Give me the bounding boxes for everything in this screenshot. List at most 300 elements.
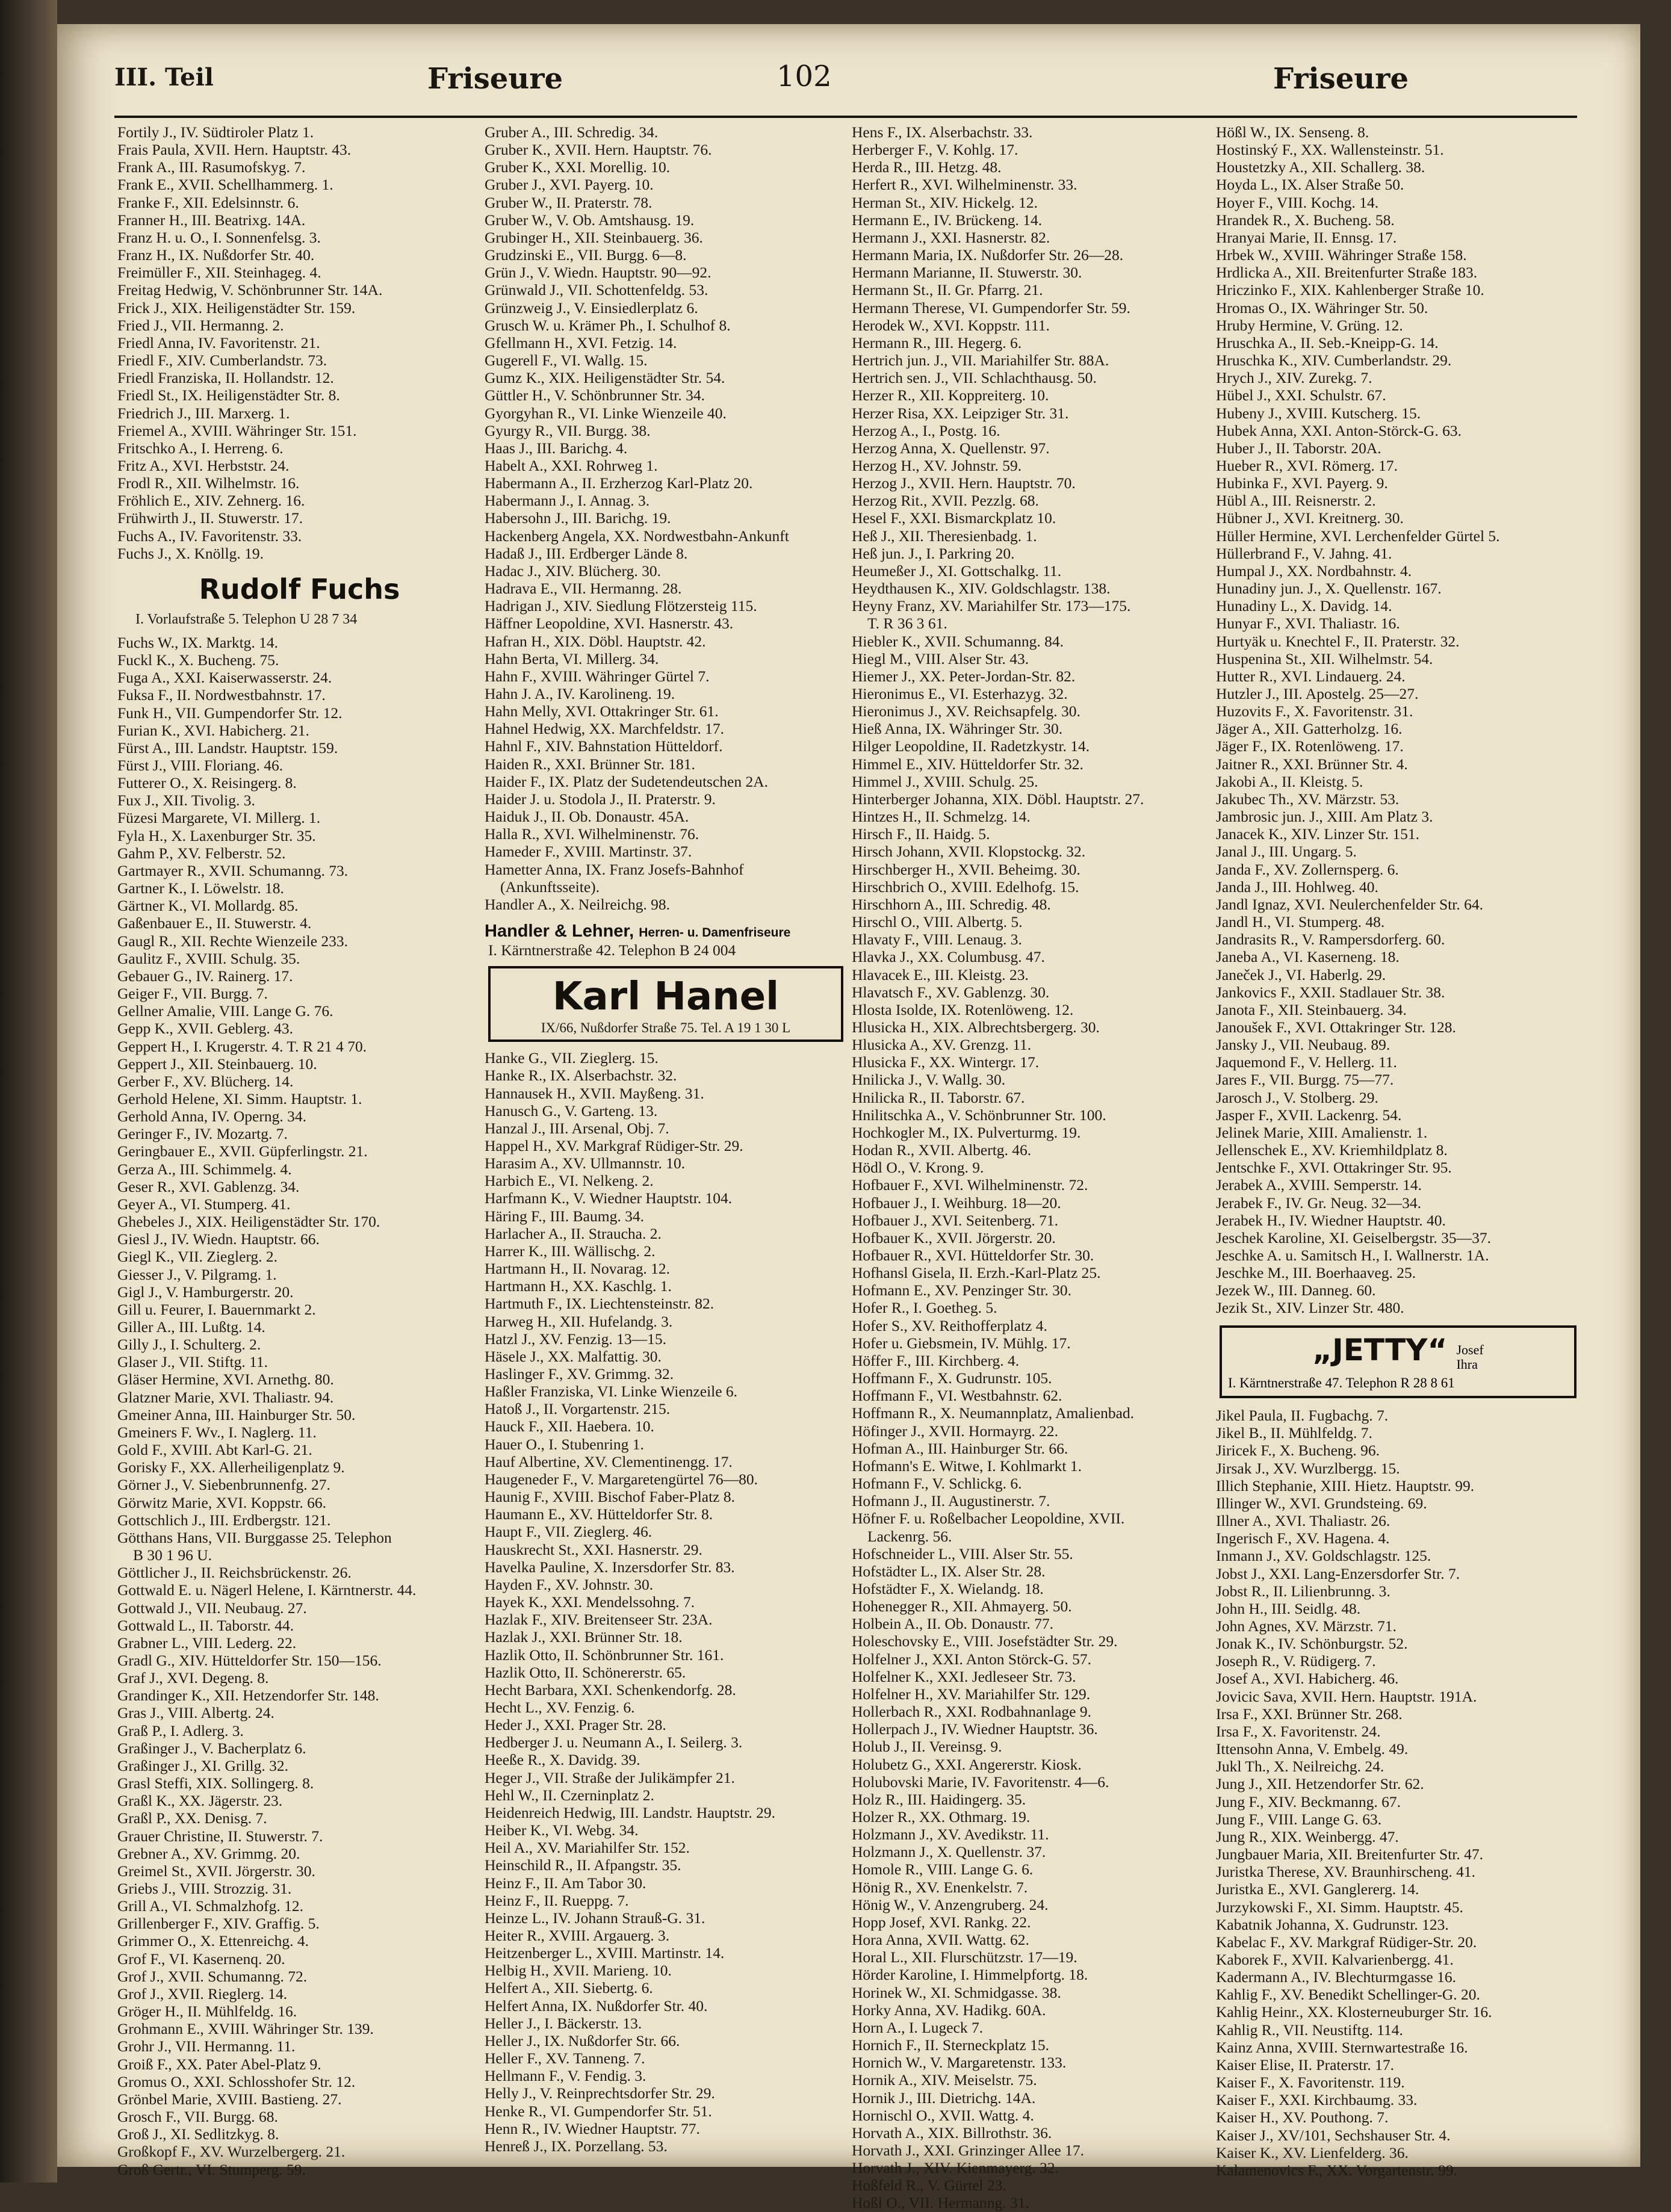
directory-entry: Hoßl O., VII. Hermanng. 31.: [852, 2194, 1029, 2212]
directory-entry: Henreß J., IX. Porzellang. 53.: [485, 2137, 668, 2155]
directory-entry: Hlosta Isolde, IX. Rotenlöweng. 12.: [852, 1000, 1074, 1018]
directory-entry: Frank A., III. Rasumofskyg. 7.: [117, 158, 306, 176]
directory-entry: Fuchs A., IV. Favoritenstr. 33.: [117, 527, 302, 545]
directory-entry: Hlusicka H., XIX. Albrechtsbergerg. 30.: [852, 1018, 1100, 1036]
directory-entry: Jandl Ignaz, XVI. Neulerchenfelder Str. 64.: [1216, 895, 1483, 913]
directory-entry: Haupt F., VII. Zieglerg. 46.: [485, 1523, 653, 1541]
directory-entry: Humpal J., XX. Nordbahnstr. 4.: [1216, 562, 1412, 580]
directory-entry: Jikel Paula, II. Fugbachg. 7.: [1216, 1407, 1389, 1425]
directory-entry: Hodan R., XVII. Albertg. 46.: [852, 1141, 1032, 1159]
directory-entry: Hutzler J., III. Apostelg. 25—27.: [1216, 685, 1419, 702]
directory-entry: Gruber W., II. Praterstr. 78.: [485, 193, 653, 211]
directory-entry: Illner A., XVI. Thaliastr. 26.: [1216, 1512, 1390, 1530]
directory-entry: Hoßfeld R., V. Gürtel 23.: [852, 2176, 1006, 2195]
directory-entry: Gahm P., XV. Felberstr. 52.: [117, 844, 286, 862]
directory-entry: Hollerpach J., IV. Wiedner Hauptstr. 36.: [852, 1720, 1098, 1738]
directory-entry: Graßinger J., V. Bacherplatz 6.: [117, 1739, 306, 1757]
directory-entry: Hanusch G., V. Garteng. 13.: [485, 1101, 658, 1120]
directory-entry: Inmann J., XV. Goldschlagstr. 125.: [1216, 1547, 1431, 1565]
directory-entry: Holfelner H., XV. Mariahilfer Str. 129.: [852, 1685, 1091, 1703]
directory-entry: Hermann E., IV. Brückeng. 14.: [852, 211, 1043, 229]
directory-entry: Haider F., IX. Platz der Sudetendeutschen 2A.: [485, 772, 769, 790]
directory-entry: Heinz F., II. Am Tabor 30.: [485, 1874, 646, 1892]
directory-entry: Grünzweig J., V. Einsiedlerplatz 6.: [485, 299, 698, 317]
directory-entry: Hromas O., IX. Währinger Str. 50.: [1216, 299, 1428, 317]
directory-entry: Hazlik Otto, II. Schönbrunner Str. 161.: [485, 1646, 724, 1664]
directory-entry: Hirschl O., VIII. Albertg. 5.: [852, 913, 1023, 931]
directory-entry: Hurtyäk u. Knechtel F., II. Praterstr. 32.: [1216, 632, 1460, 650]
directory-entry: Holzmann J., X. Quellenstr. 37.: [852, 1843, 1046, 1861]
directory-entry: Hrbek W., XVIII. Währinger Straße 158.: [1216, 246, 1467, 264]
directory-entry: Haunig F., XVIII. Bischof Faber-Platz 8.: [485, 1488, 735, 1506]
directory-entry: Gepp K., XVII. Geblerg. 43.: [117, 1020, 294, 1038]
directory-entry: Hruschka K., XIV. Cumberlandstr. 29.: [1216, 352, 1452, 370]
directory-entry: Hranyai Marie, II. Ennsg. 17.: [1216, 228, 1397, 246]
directory-entry: Höffer F., III. Kirchberg. 4.: [852, 1351, 1020, 1369]
directory-entry: Grohmann E., XVIII. Währinger Str. 139.: [117, 2020, 374, 2038]
directory-entry: Harfmann K., V. Wiedner Hauptstr. 104.: [485, 1189, 733, 1207]
directory-entry: Fyla H., X. Laxenburger Str. 35.: [117, 826, 316, 844]
directory-entry: Janeček J., VI. Haberlg. 29.: [1216, 965, 1386, 984]
directory-entry: Giesl J., IV. Wiedn. Hauptstr. 66.: [117, 1230, 320, 1248]
directory-entry: Futterer O., X. Reisingerg. 8.: [117, 774, 297, 792]
directory-entry: Hirsch F., II. Haidg. 5.: [852, 825, 990, 843]
directory-entry: Grünwald J., VII. Schottenfeldg. 53.: [485, 281, 708, 299]
directory-entry: Hauskrecht St., XXI. Hasnerstr. 29.: [485, 1540, 702, 1558]
ad-address: I. Kärntnerstraße 42. Telephon B 24 004: [488, 941, 736, 959]
directory-entry: Fried J., VII. Hermanng. 2.: [117, 316, 284, 334]
directory-entry: Heyny Franz, XV. Mariahilfer Str. 173—175.: [852, 597, 1131, 615]
directory-entry: Kalamenovics F., XX. Vorgartenstr. 99.: [1216, 2161, 1457, 2179]
directory-entry: Herzog J., XVII. Hern. Hauptstr. 70.: [852, 474, 1076, 492]
directory-entry: Hofbauer K., XVII. Jörgerstr. 20.: [852, 1228, 1056, 1247]
directory-entry: Hlavka J., XX. Columbusg. 47.: [852, 948, 1045, 966]
directory-entry: Hermann J., XXI. Hasnerstr. 82.: [852, 228, 1050, 246]
directory-entry: Griebs J., VIII. Strozzig. 31.: [117, 1880, 292, 1897]
directory-entry: Großkopf F., XV. Wurzelbergerg. 21.: [117, 2143, 346, 2161]
directory-entry: Hriczinko F., XIX. Kahlenberger Straße 10.: [1216, 281, 1484, 299]
directory-entry: Herzog Rit., XVII. Pezzlg. 68.: [852, 492, 1039, 510]
directory-entry: Hornischl O., XVII. Wattg. 4.: [852, 2106, 1034, 2124]
directory-entry: Horn A., I. Lugeck 7.: [852, 2018, 984, 2036]
directory-entry: Himmel E., XIV. Hütteldorfer Str. 32.: [852, 755, 1084, 773]
directory-entry: Gmeiner Anna, III. Hainburger Str. 50.: [117, 1405, 356, 1424]
directory-entry: Hörder Karoline, I. Himmelpfortg. 18.: [852, 1966, 1088, 1984]
directory-entry: Jeschek Karoline, XI. Geiselbergstr. 35—37.: [1216, 1228, 1492, 1247]
directory-entry: Gilly J., I. Schulterg. 2.: [117, 1336, 261, 1354]
directory-entry: Hirschhorn A., III. Schredig. 48.: [852, 895, 1051, 913]
directory-entry: Fuckl K., X. Bucheng. 75.: [117, 651, 279, 669]
directory-entry: Gaßenbauer E., II. Stuwerstr. 4.: [117, 914, 312, 932]
directory-entry: Fuksa F., II. Nordwestbahnstr. 17.: [117, 686, 326, 704]
directory-entry: Jäger A., XII. Gatterholzg. 16.: [1216, 720, 1403, 738]
directory-entry: Hoffmann F., X. Gudrunstr. 105.: [852, 1369, 1052, 1387]
column-1: [117, 123, 482, 2178]
directory-entry: Giegl K., VII. Zieglerg. 2.: [117, 1248, 278, 1266]
section-title-left: Friseure: [427, 62, 563, 96]
directory-entry: Himmel J., XVIII. Schulg. 25.: [852, 772, 1038, 790]
directory-entry: Furian K., XVI. Habicherg. 21.: [117, 721, 309, 739]
directory-entry: Holub J., II. Vereinsg. 9.: [852, 1738, 1002, 1756]
directory-entry: Hübl A., III. Reisnerstr. 2.: [1216, 492, 1376, 510]
directory-entry: Heinz F., II. Rueppg. 7.: [485, 1891, 629, 1909]
directory-entry: Hahn Melly, XVI. Ottakringer Str. 61.: [485, 702, 719, 720]
directory-entry: Hertrich jun. J., VII. Mariahilfer Str. 88A.: [852, 352, 1109, 370]
directory-entry: Jeschke M., III. Boerhaaveg. 25.: [1216, 1264, 1416, 1282]
directory-entry: Gottwald L., II. Taborstr. 44.: [117, 1616, 294, 1634]
directory-entry: Heeße R., X. Davidg. 39.: [485, 1751, 640, 1769]
directory-entry: Joseph R., V. Rüdigerg. 7.: [1216, 1652, 1376, 1670]
directory-entry: Handler A., X. Neilreichg. 98.: [485, 895, 671, 913]
directory-entry: Henke R., VI. Gumpendorfer Str. 51.: [485, 2102, 712, 2120]
directory-entry: Füzesi Margarete, VI. Millerg. 1.: [117, 809, 321, 827]
directory-entry: Jukl Th., X. Neilreichg. 24.: [1216, 1758, 1384, 1776]
directory-entry: Jerabek F., IV. Gr. Neug. 32—34.: [1216, 1194, 1421, 1212]
directory-entry: Hintzes H., II. Schmelzg. 14.: [852, 808, 1031, 826]
entry-list: [117, 634, 482, 2178]
directory-entry: Grill A., VI. Schmalzhofg. 12.: [117, 1897, 304, 1915]
directory-entry: Grönbel Marie, XVIII. Bastieng. 27.: [117, 2090, 342, 2108]
ad-handler-lehner: [485, 922, 849, 959]
directory-entry: Horvath J., XXI. Grinzinger Allee 17.: [852, 2141, 1084, 2159]
directory-entry: Grün J., V. Wiedn. Hauptstr. 90—92.: [485, 264, 711, 282]
directory-entry: Hiebler K., XVII. Schumanng. 84.: [852, 632, 1064, 650]
ad-owner-first: Josef: [1456, 1342, 1484, 1358]
directory-entry: Hiemer J., XX. Peter-Jordan-Str. 82.: [852, 667, 1076, 685]
directory-entry: Jiricek F., X. Bucheng. 96.: [1216, 1442, 1380, 1460]
directory-entry: Haslinger F., XV. Grimmg. 32.: [485, 1365, 674, 1383]
directory-entry: Jasper F., XVII. Lackenrg. 54.: [1216, 1106, 1402, 1124]
directory-entry: Herberger F., V. Kohlg. 17.: [852, 141, 1018, 159]
directory-entry: Friedl Anna, IV. Favoritenstr. 21.: [117, 333, 320, 352]
directory-entry: Hunadiny jun. J., X. Quellenstr. 167.: [1216, 580, 1442, 598]
directory-entry: Gaulitz F., XVIII. Schulg. 35.: [117, 949, 300, 967]
directory-entry: Jonak K., IV. Schönburgstr. 52.: [1216, 1635, 1408, 1653]
directory-entry: Jovicic Sava, XVII. Hern. Hauptstr. 191A.: [1216, 1687, 1477, 1705]
directory-entry: Franke F., XII. Edelsinnstr. 6.: [117, 193, 299, 211]
directory-entry: Gruber A., III. Schredig. 34.: [485, 123, 659, 141]
directory-entry: Gottwald E. u. Nägerl Helene, I. Kärntnerstr. 44.: [117, 1581, 417, 1599]
directory-entry: Holfelner K., XXI. Jedleseer Str. 73.: [852, 1667, 1076, 1685]
directory-entry: Grimmer O., X. Ettenreichg. 4.: [117, 1932, 309, 1950]
ad-owner-last: Ihra: [1456, 1357, 1478, 1372]
directory-entry: Hofer R., I. Goetheg. 5.: [852, 1299, 997, 1317]
directory-entry: Hollerbach R., XXI. Rodbahnanlage 9.: [852, 1703, 1091, 1721]
directory-entry: Hinterberger Johanna, XIX. Döbl. Hauptstr. 27.: [852, 790, 1144, 808]
directory-entry: Horvath J., XIV. Kienmayerg. 32.: [852, 2159, 1059, 2177]
directory-entry: Hauck F., XII. Haebera. 10.: [485, 1417, 654, 1436]
directory-entry: Herzog A., I., Postg. 16.: [852, 421, 1000, 439]
directory-entry: Häring F., III. Baumg. 34.: [485, 1207, 644, 1225]
directory-entry: Jobst R., II. Lilienbrunng. 3.: [1216, 1582, 1390, 1600]
ad-subtitle: Herren- u. Damenfriseure: [639, 926, 791, 940]
directory-entry: Jaitner R., XXI. Brünner Str. 4.: [1216, 755, 1408, 773]
directory-entry: Hofhansl Gisela, II. Erzh.-Karl-Platz 25.: [852, 1264, 1101, 1282]
directory-entry: Hayden F., XV. Johnstr. 30.: [485, 1575, 654, 1593]
directory-entry: Grauer Christine, II. Stuwerstr. 7.: [117, 1827, 323, 1845]
ad-address: IX/66, Nußdorfer Straße 75. Tel. A 19 1 30 L: [541, 1020, 791, 1036]
directory-entry: Hübel J., XXI. Schulstr. 67.: [1216, 386, 1386, 404]
directory-entry: Heder J., XXI. Prager Str. 28.: [485, 1716, 666, 1734]
directory-entry: Gläser Hermine, XVI. Arnethg. 80.: [117, 1371, 334, 1389]
directory-entry: Jäger F., IX. Rotenlöweng. 17.: [1216, 737, 1404, 755]
directory-entry: Harbich E., VI. Nelkeng. 2.: [485, 1172, 654, 1190]
directory-entry: Gebauer G., IV. Rainerg. 17.: [117, 967, 293, 985]
directory-entry: Gigl J., V. Hamburgerstr. 20.: [117, 1283, 294, 1301]
directory-entry: Kahlig F., XV. Benedikt Schellinger-G. 20.: [1216, 1986, 1480, 2004]
directory-entry: Hauf Albertine, XV. Clementinengg. 17.: [485, 1452, 733, 1470]
directory-entry: Janda F., XV. Zollernsperg. 6.: [1216, 860, 1399, 878]
directory-entry: Hedberger J. u. Neumann A., I. Seilerg. 3.: [485, 1733, 743, 1752]
directory-entry: Hieronimus J., XV. Reichsapfelg. 30.: [852, 702, 1080, 720]
directory-entry: Habermann A., II. Erzherzog Karl-Platz 20.: [485, 474, 753, 492]
directory-entry: Heydthausen K., XIV. Goldschlagstr. 138.: [852, 580, 1111, 598]
directory-entry: Freimüller F., XII. Steinhageg. 4.: [117, 264, 321, 282]
directory-entry: Haiden R., XXI. Brünner Str. 181.: [485, 755, 695, 773]
directory-entry: Hermann Marianne, II. Stuwerstr. 30.: [852, 264, 1082, 282]
directory-entry: Göttlicher J., II. Reichsbrückenstr. 26.: [117, 1564, 352, 1582]
ad-rudolf-fuchs: [117, 573, 482, 628]
directory-entry: Hauer O., I. Stubenring 1.: [485, 1435, 644, 1453]
directory-entry: Geringer F., IV. Mozartg. 7.: [117, 1125, 288, 1143]
directory-entry: Jakobi A., II. Kleistg. 5.: [1216, 772, 1363, 790]
directory-entry: Grof J., XVII. Schumanng. 72.: [117, 1967, 308, 1985]
directory-entry: Hoyda L., IX. Alser Straße 50.: [1216, 176, 1404, 194]
directory-entry: Jung R., XIX. Weinbergg. 47.: [1216, 1827, 1399, 1845]
directory-entry: Hruschka A., II. Seb.-Kneipp-G. 14.: [1216, 333, 1439, 352]
column-2: [485, 123, 849, 2155]
directory-entry: Jezik St., XIV. Linzer Str. 480.: [1216, 1299, 1404, 1317]
directory-entry: T. R 36 3 61.: [867, 615, 947, 633]
directory-entry: Gruber K., XVII. Hern. Hauptstr. 76.: [485, 141, 712, 159]
directory-entry: Friedl Franziska, II. Hollandstr. 12.: [117, 369, 334, 387]
directory-entry: Hopp Josef, XVI. Rankg. 22.: [852, 1913, 1031, 1931]
directory-entry: Fuchs J., X. Knöllg. 19.: [117, 544, 264, 562]
directory-entry: Friedrich J., III. Marxerg. 1.: [117, 404, 290, 422]
directory-entry: Graßinger J., XI. Grillg. 32.: [117, 1756, 288, 1774]
directory-entry: Hieß Anna, IX. Währinger Str. 30.: [852, 720, 1063, 738]
directory-entry: Gerhold Anna, IV. Operng. 34.: [117, 1108, 306, 1126]
directory-entry: Hlusicka F., XX. Wintergr. 17.: [852, 1053, 1040, 1071]
directory-entry: Hofstädter F., X. Wielandg. 18.: [852, 1579, 1044, 1597]
directory-entry: Heitzenberger L., XVIII. Martinstr. 14.: [485, 1944, 725, 1962]
directory-entry: Heß jun. J., I. Parkring 20.: [852, 544, 1015, 562]
ad-name: Handler & Lehner,: [485, 922, 634, 941]
entry-list: [1216, 123, 1580, 1317]
directory-entry: Harweg H., XII. Hufelandg. 3.: [485, 1312, 673, 1330]
directory-entry: Horvath A., XIX. Billrothstr. 36.: [852, 2124, 1052, 2142]
directory-entry: Hoffmann R., X. Neumannplatz, Amalienbad.: [852, 1404, 1135, 1422]
directory-entry: Jares F., VII. Burgg. 75—77.: [1216, 1071, 1394, 1089]
directory-entry: Harrer K., III. Wällischg. 2.: [485, 1242, 656, 1260]
entry-list: [117, 123, 482, 562]
directory-entry: Gyurgy R., VII. Burgg. 38.: [485, 421, 651, 439]
directory-entry: Holbein A., II. Ob. Donaustr. 77.: [852, 1615, 1054, 1633]
directory-entry: Hornik A., XIV. Meiselstr. 75.: [852, 2071, 1037, 2089]
directory-entry: Gugerell F., VI. Wallg. 15.: [485, 352, 648, 370]
directory-entry: Hahn J. A., IV. Karolineng. 19.: [485, 685, 675, 702]
directory-entry: Hermann R., III. Hegerg. 6.: [852, 333, 1022, 352]
directory-entry: Jikel B., II. Mühlfeldg. 7.: [1216, 1424, 1372, 1442]
directory-entry: Hahnel Hedwig, XX. Marchfeldstr. 17.: [485, 720, 724, 738]
directory-entry: Hanzal J., III. Arsenal, Obj. 7.: [485, 1119, 669, 1137]
directory-entry: Grusch W. u. Krämer Ph., I. Schulhof 8.: [485, 316, 731, 334]
ad-name: „JETTY“: [1312, 1332, 1448, 1368]
directory-entry: Janda J., III. Hohlweg. 40.: [1216, 878, 1378, 896]
directory-entry: Gärtner K., VI. Mollardg. 85.: [117, 897, 299, 915]
directory-entry: Jambrosic jun. J., XIII. Am Platz 3.: [1216, 808, 1433, 826]
page-header: [114, 51, 1577, 105]
directory-entry: Gartmayer R., XVII. Schumanng. 73.: [117, 861, 349, 879]
directory-entry: Ghebeles J., XIX. Heiligenstädter Str. 170.: [117, 1213, 380, 1231]
directory-entry: Homole R., VIII. Lange G. 6.: [852, 1860, 1034, 1879]
directory-entry: Hehl W., II. Czerninplatz 2.: [485, 1786, 654, 1804]
directory-entry: Hlavacek E., III. Kleistg. 23.: [852, 965, 1029, 984]
directory-entry: Fuga A., XXI. Kaiserwasserstr. 24.: [117, 669, 332, 687]
directory-entry: Hahn F., XVIII. Währinger Gürtel 7.: [485, 667, 710, 685]
directory-entry: Franz H. u. O., I. Sonnenfelsg. 3.: [117, 228, 321, 246]
directory-entry: Hlavatsch F., XV. Gablenzg. 30.: [852, 983, 1050, 1001]
ad-name: Rudolf Fuchs: [199, 572, 400, 606]
directory-entry: Hazlak J., XXI. Brünner Str. 18.: [485, 1628, 683, 1646]
directory-entry: Gfellmann H., XVI. Fetzig. 14.: [485, 333, 677, 352]
directory-entry: Hochkogler M., IX. Pulverturmg. 19.: [852, 1123, 1081, 1141]
section-title-right: Friseure: [1273, 62, 1409, 96]
directory-entry: Holzer R., XX. Othmarg. 19.: [852, 1808, 1031, 1826]
directory-entry: Gmeiners F. Wv., I. Naglerg. 11.: [117, 1423, 317, 1441]
directory-entry: Frais Paula, XVII. Hern. Hauptstr. 43.: [117, 141, 352, 159]
directory-entry: Frick J., XIX. Heiligenstädter Str. 159.: [117, 299, 356, 317]
directory-entry: Haiduk J., II. Ob. Donaustr. 45A.: [485, 808, 689, 826]
directory-entry: Hofbauer J., I. Weihburg. 18—20.: [852, 1194, 1061, 1212]
directory-entry: Hannausek H., XVII. Mayßeng. 31.: [485, 1084, 704, 1102]
directory-entry: Hornich F., II. Sterneckplatz 15.: [852, 2036, 1049, 2054]
directory-entry: Hohenegger R., XII. Ahmayerg. 50.: [852, 1597, 1072, 1616]
directory-entry: Groiß F., XX. Pater Abel-Platz 9.: [117, 2055, 321, 2073]
directory-entry: Hackenberg Angela, XX. Nordwestbahn-Ankunft: [485, 527, 789, 545]
directory-entry: Hafran H., XIX. Döbl. Hauptstr. 42.: [485, 632, 706, 650]
directory-entry: Gottwald J., VII. Neubaug. 27.: [117, 1599, 307, 1617]
directory-entry: Jelinek Marie, XIII. Amalienstr. 1.: [1216, 1123, 1428, 1141]
directory-entry: Hirschbrich O., XVIII. Edelhofg. 15.: [852, 878, 1079, 896]
directory-entry: Kahlig R., VII. Neustiftg. 114.: [1216, 2021, 1403, 2039]
directory-entry: Holzmann J., XV. Avedikstr. 11.: [852, 1826, 1049, 1844]
directory-entry: Hofmann E., XV. Penzinger Str. 30.: [852, 1281, 1071, 1300]
directory-entry: Harasim A., XV. Ullmannstr. 10.: [485, 1154, 686, 1173]
directory-entry: Haas J., III. Barichg. 4.: [485, 439, 628, 457]
directory-entry: Hrandek R., X. Bucheng. 58.: [1216, 211, 1395, 229]
directory-entry: Frühwirth J., II. Stuwerstr. 17.: [117, 509, 303, 527]
directory-entry: Geringbauer E., XVII. Güpferlingstr. 21.: [117, 1142, 368, 1160]
directory-entry: Hoffmann F., VI. Westbahnstr. 62.: [852, 1387, 1062, 1405]
directory-entry: Kaiser K., XV. Lienfelderg. 36.: [1216, 2143, 1409, 2161]
directory-entry: Hermann St., II. Gr. Pfarrg. 21.: [852, 281, 1043, 299]
directory-entry: Jarosch J., V. Stolberg. 29.: [1216, 1088, 1378, 1106]
directory-entry: Grubinger H., XII. Steinbauerg. 36.: [485, 228, 703, 246]
directory-entry: Haßler Franziska, VI. Linke Wienzeile 6.: [485, 1383, 738, 1401]
directory-entry: Fritschko A., I. Herreng. 6.: [117, 439, 284, 457]
directory-entry: Hahnl F., XIV. Bahnstation Hütteldorf.: [485, 737, 723, 755]
directory-entry: Fritz A., XVI. Herbststr. 24.: [117, 456, 290, 474]
directory-entry: Hueber R., XVI. Römerg. 17.: [1216, 456, 1398, 474]
directory-entry: Gröger H., II. Mühlfeldg. 16.: [117, 2003, 297, 2021]
directory-entry: Hora Anna, XVII. Wattg. 62.: [852, 1931, 1029, 1949]
entry-list: [852, 123, 1216, 2212]
directory-entry: Glatzner Marie, XVI. Thaliastr. 94.: [117, 1388, 334, 1406]
directory-entry: Hanke R., IX. Alserbachstr. 32.: [485, 1067, 677, 1085]
directory-entry: Hofmann J., II. Augustinerstr. 7.: [852, 1492, 1050, 1510]
directory-entry: Hermann Maria, IX. Nußdorfer Str. 26—28.: [852, 246, 1124, 264]
directory-entry: Hüller Hermine, XVI. Lerchenfelder Gürtel 5.: [1216, 527, 1500, 545]
directory-entry: Grandinger K., XII. Hetzendorfer Str. 148.: [117, 1687, 379, 1705]
directory-entry: Kabelac F., XV. Markgraf Rüdiger-Str. 20.: [1216, 1933, 1477, 1951]
directory-entry: Hazlik Otto, II. Schönererstr. 65.: [485, 1663, 686, 1681]
directory-entry: Horal L., XII. Flurschützstr. 17—19.: [852, 1948, 1077, 1966]
directory-entry: Herzer Risa, XX. Leipziger Str. 31.: [852, 404, 1069, 422]
directory-entry: Irsa F., XXI. Brünner Str. 268.: [1216, 1705, 1403, 1723]
directory-entry: Herodek W., XVI. Koppstr. 111.: [852, 316, 1050, 334]
ad-address: I. Kärntnerstraße 47. Telephon R 28 8 61: [1228, 1375, 1455, 1391]
directory-entry: Hofmann F., V. Schlickg. 6.: [852, 1475, 1022, 1493]
directory-entry: Holubovski Marie, IV. Favoritenstr. 4—6.: [852, 1773, 1109, 1791]
directory-entry: Hadrava E., VII. Hermanng. 28.: [485, 580, 682, 598]
directory-entry: Jandl H., VI. Stumperg. 48.: [1216, 913, 1385, 931]
directory-entry: Gellner Amalie, VIII. Lange G. 76.: [117, 1002, 333, 1020]
directory-entry: Gerhold Helene, XI. Simm. Hauptstr. 1.: [117, 1089, 362, 1108]
directory-entry: Hofer u. Giebsmein, IV. Mühlg. 17.: [852, 1334, 1071, 1352]
directory-entry: Fürst J., VIII. Floriang. 46.: [117, 757, 284, 774]
directory-entry: Hubeny J., XVIII. Kutscherg. 15.: [1216, 404, 1421, 422]
directory-entry: Lackenrg. 56.: [867, 1527, 952, 1545]
column-3: [852, 123, 1216, 2212]
ad-address: I. Vorlaufstraße 5. Telephon U 28 7 34: [135, 611, 358, 627]
directory-entry: Fröhlich E., XIV. Zehnerg. 16.: [117, 492, 305, 510]
directory-entry: Hatoß J., II. Vorgartenstr. 215.: [485, 1400, 671, 1418]
directory-entry: Heller J., I. Bäckerstr. 13.: [485, 2014, 642, 2032]
directory-entry: Hnilitschka A., V. Schönbrunner Str. 100.: [852, 1106, 1106, 1124]
directory-entry: B 30 1 96 U.: [133, 1546, 212, 1564]
directory-entry: Funk H., VII. Gumpendorfer Str. 12.: [117, 704, 343, 722]
directory-entry: Haider J. u. Stodola J., II. Praterstr. 9.: [485, 790, 716, 808]
directory-entry: Heidenreich Hedwig, III. Landstr. Hauptstr. 29.: [485, 1803, 775, 1821]
directory-entry: Jellenschek E., XV. Kriemhildplatz 8.: [1216, 1141, 1448, 1159]
directory-entry: Graßl P., XX. Denisg. 7.: [117, 1809, 267, 1827]
directory-entry: Habermann J., I. Annag. 3.: [485, 492, 650, 510]
directory-entry: Gaugl R., XII. Rechte Wienzeile 233.: [117, 932, 349, 950]
directory-entry: Heiter R., XVIII. Argauerg. 3.: [485, 1927, 670, 1944]
directory-entry: Herda R., III. Hetzg. 48.: [852, 158, 1002, 176]
book-spine: [0, 0, 57, 2183]
directory-entry: Kaiser J., XV/101, Sechshauser Str. 4.: [1216, 2126, 1451, 2144]
directory-entry: Helfert Anna, IX. Nußdorfer Str. 40.: [485, 1997, 708, 2015]
directory-entry: Gruber J., XVI. Payerg. 10.: [485, 176, 654, 194]
directory-entry: John Agnes, XV. Märzstr. 71.: [1216, 1617, 1397, 1635]
directory-entry: Huzovits F., X. Favoritenstr. 31.: [1216, 702, 1413, 720]
directory-entry: Kaiser H., XV. Pouthong. 7.: [1216, 2108, 1389, 2127]
directory-entry: Heil A., XV. Mariahilfer Str. 152.: [485, 1839, 690, 1857]
directory-entry: Fuchs W., IX. Marktg. 14.: [117, 633, 279, 651]
directory-entry: Habersohn J., III. Barichg. 19.: [485, 509, 671, 527]
directory-entry: Graßl K., XX. Jägerstr. 23.: [117, 1792, 283, 1810]
directory-entry: Jobst J., XXI. Lang-Enzersdorfer Str. 7.: [1216, 1564, 1460, 1582]
directory-entry: Geyer A., VI. Stumperg. 41.: [117, 1195, 291, 1213]
directory-entry: Grabner L., VIII. Lederg. 22.: [117, 1634, 297, 1652]
directory-entry: Görwitz Marie, XVI. Koppstr. 66.: [117, 1493, 327, 1511]
directory-entry: Harlacher A., II. Straucha. 2.: [485, 1224, 662, 1242]
directory-entry: (Ankunftsseite).: [500, 878, 600, 896]
directory-entry: Hofman A., III. Hainburger Str. 66.: [852, 1439, 1068, 1457]
directory-entry: Frodl R., XII. Wilhelmstr. 16.: [117, 474, 300, 492]
